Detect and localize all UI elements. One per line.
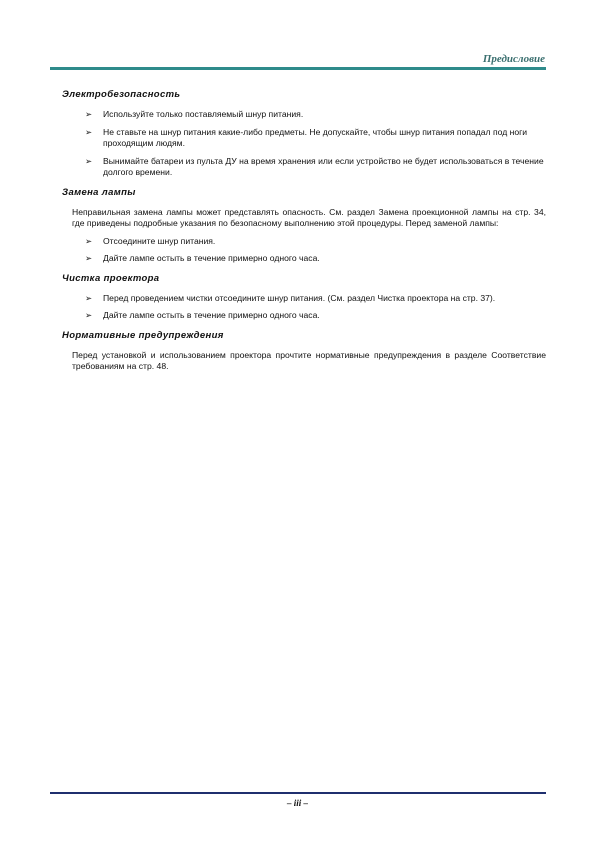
bullet-list [62, 109, 546, 179]
header-title: Предисловие [482, 53, 545, 65]
section-paragraph: Неправильная замена лампы может представлять опасность. См. раздел Замена проекционной лампы на стр. 34, где приведены подробные указания по безопасному выполнению этой процедуры. Перед заменой лампы: [72, 206, 546, 228]
list-item [85, 293, 546, 305]
arrow-bullet-icon: ➢ [85, 109, 93, 119]
section-heading: Нормативные предупреждения [62, 329, 224, 341]
list-item [85, 310, 546, 322]
arrow-bullet-icon: ➢ [85, 155, 93, 166]
list-item [85, 109, 546, 121]
footer-rule [50, 792, 546, 794]
list-item-text: Отсоедините шнур питания. [103, 235, 216, 246]
section-electrical-safety [62, 89, 546, 179]
list-item [85, 236, 546, 248]
section-heading: Чистка проектора [62, 272, 160, 284]
main-content [62, 89, 546, 381]
list-item-text: Вынимайте батареи из пульта ДУ на время хранения или если устройство не будет использоваться в течение долгого времени. [103, 155, 544, 177]
section-paragraph: Перед установкой и использованием проектора прочтите нормативные предупреждения в разделе Соответствие требованиям на стр. 48. [72, 349, 546, 371]
header-rule [50, 67, 546, 70]
arrow-bullet-icon: ➢ [85, 253, 93, 263]
list-item-text: Дайте лампе остыть в течение примерно одного часа. [103, 253, 320, 263]
list-item [85, 156, 546, 179]
section-regulatory-warnings [62, 330, 546, 373]
bullet-list [62, 293, 546, 322]
page-number: – iii – [286, 798, 308, 808]
list-item-text: Дайте лампе остыть в течение примерно одного часа. [103, 310, 320, 320]
section-heading: Электробезопасность [62, 89, 181, 100]
bullet-list [62, 236, 546, 265]
list-item [85, 127, 546, 150]
arrow-bullet-icon: ➢ [85, 310, 93, 320]
list-item [85, 253, 546, 265]
list-item-text: Используйте только поставляемый шнур питания. [103, 109, 304, 119]
list-item-text: Перед проведением чистки отсоедините шнур питания. (См. раздел Чистка проектора на стр. 37). [103, 292, 496, 303]
section-heading: Замена лампы [62, 186, 136, 198]
arrow-bullet-icon: ➢ [85, 235, 93, 246]
section-lamp-replacement [62, 187, 546, 265]
arrow-bullet-icon: ➢ [85, 292, 93, 303]
arrow-bullet-icon: ➢ [85, 126, 93, 137]
list-item-text: Не ставьте на шнур питания какие-либо предметы. Не допускайте, чтобы шнур питания попадал под ноги проходящим людям. [103, 126, 528, 148]
section-projector-cleaning [62, 273, 546, 322]
